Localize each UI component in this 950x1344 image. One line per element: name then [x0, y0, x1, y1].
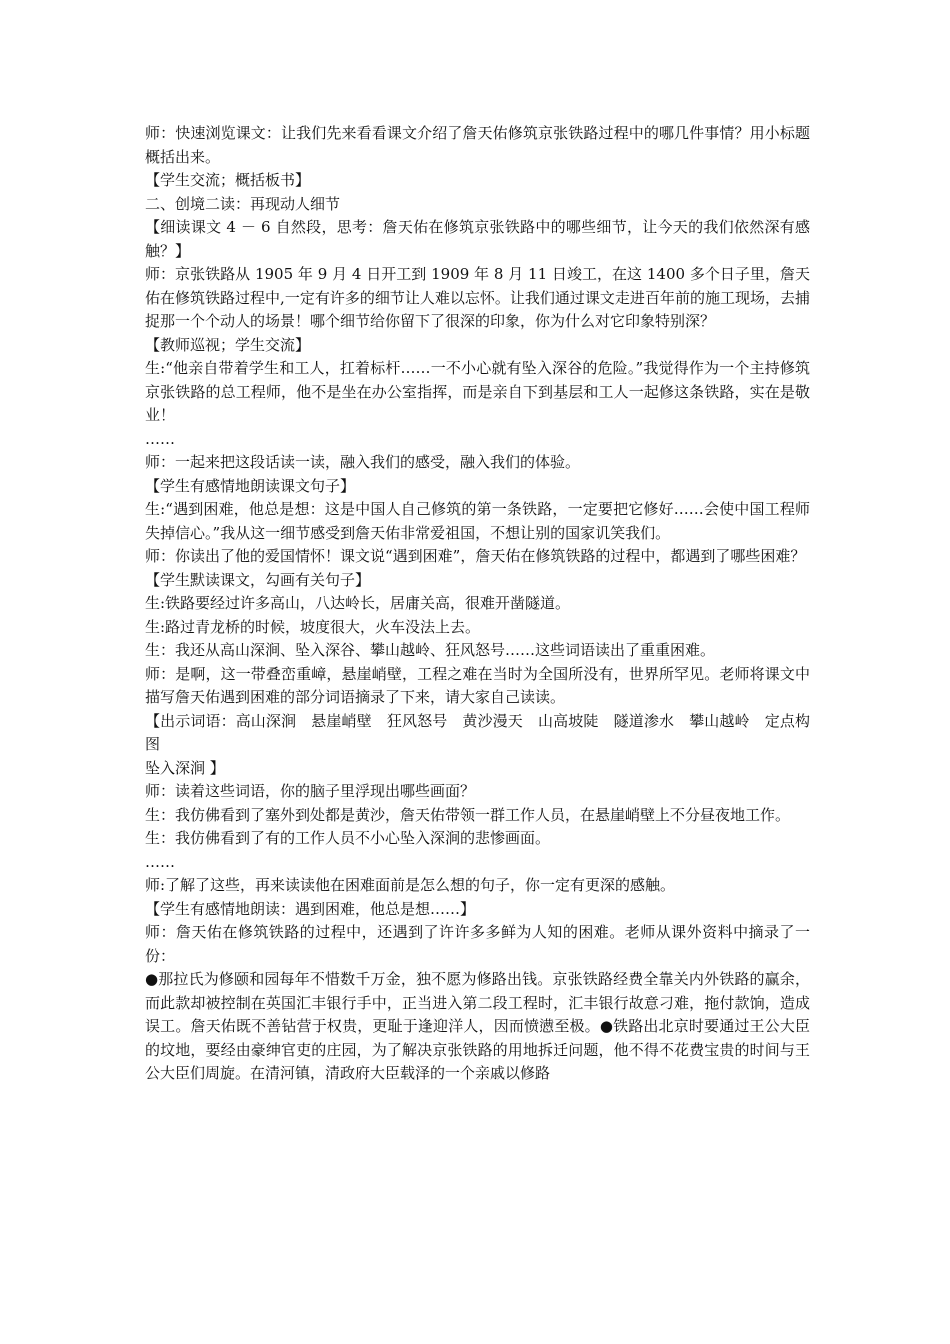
paragraph-student-answer-4: 生:路过青龙桥的时候，坡度很大，火车没法上去。: [145, 617, 481, 636]
paragraph-student-exchange: 【学生交流；概括板书】: [145, 171, 311, 189]
paragraph-student-answer-3: 生:铁路要经过许多高山，八达岭长，居庸关高，很难开凿隧道。: [145, 594, 571, 612]
paragraph-teacher-extra-material: 师：詹天佑在修筑铁路的过程中，还遇到了许许多多鲜为人知的困难。老师从课外资料中摘录了一份：: [145, 923, 810, 965]
paragraph-teacher-reread: 师:了解了这些，再来读读他在困难面前是怎么想的句子，你一定有更深的感触。: [145, 876, 676, 894]
paragraph-student-answer-2: 生:“遇到困难，他总是想：这是中国人自己修筑的第一条铁路，一定要把它修好……会使中国工程师失掉信心。”我从这一细节感受到詹天佑非常爱祖国，不想让别的国家讥笑我们。: [145, 500, 810, 542]
ellipsis-2: ……: [145, 852, 175, 871]
paragraph-teacher-intro: 师：京张铁路从 1905 年 9 月 4 日开工到 1909 年 8 月 11 日竣工，在这 1400 多个日子里，詹天佑在修筑铁路过程中,一定有许多的细节让人难以忘怀。让我们通过课文走进百年前的施工现场，去捕捉那一个个动人的场景！哪个细节给你留下了很深的印象，你为什么对它印象特别深？: [145, 265, 810, 330]
paragraph-skim-question: 师：快速浏览课文：让我们先来看看课文介绍了詹天佑修筑京张铁路过程中的哪几件事情？用小标题概括出来。: [145, 124, 810, 166]
paragraph-teacher-patrol: 【教师巡视；学生交流】: [145, 335, 311, 354]
paragraph-word-list-end: 坠入深涧 】: [145, 758, 225, 777]
paragraph-student-answer-5: 生：我还从高山深涧、坠入深谷、攀山越岭、狂风怒号……这些词语读出了重重困难。: [145, 641, 716, 659]
paragraph-student-answer-6: 生：我仿佛看到了塞外到处都是黄沙，詹天佑带领一群工作人员，在悬崖峭壁上不分昼夜地工作。: [145, 805, 791, 824]
paragraph-silent-reading: 【学生默读课文，勾画有关句子】: [145, 570, 371, 589]
paragraph-teacher-words: 师：是啊，这一带叠峦重嶂，悬崖峭壁，工程之难在当时为全国所没有，世界所罕见。老师将课文中描写詹天佑遇到困难的部分词语摘录了下来，请大家自己读读。: [145, 664, 810, 706]
ellipsis-1: ……: [145, 429, 175, 448]
paragraph-close-reading-task: 【细读课文 4 － 6 自然段，思考：詹天佑在修筑京张铁路中的哪些细节，让今天的我们依然深有感触？】: [145, 218, 810, 260]
paragraph-teacher-read-together: 师：一起来把这段话读一读，融入我们的感受，融入我们的体验。: [145, 453, 581, 471]
paragraph-student-answer-7: 生：我仿佛看到了有的工作人员不小心坠入深涧的悲惨画面。: [145, 829, 551, 847]
paragraph-read-aloud-2: 【学生有感情地朗读：遇到困难，他总是想……】: [145, 899, 476, 918]
document-body: [145, 122, 810, 1086]
paragraph-word-list: 【出示词语：高山深涧 悬崖峭壁 狂风怒号 黄沙漫天 山高坡陡 隧道渗水 攀山越岭 定点构图: [145, 711, 810, 753]
section-heading-second-reading: 二、创境二读：再现动人细节: [145, 194, 341, 213]
paragraph-read-aloud-1: 【学生有感情地朗读课文句子】: [145, 476, 356, 495]
paragraph-student-answer-1: 生:“他亲自带着学生和工人，扛着标杆……一不小心就有坠入深谷的危险。”我觉得作为一个主持修筑京张铁路的总工程师，他不是坐在办公室指挥，而是亲自下到基层和工人一起修这条铁路，实在是敬业！: [145, 359, 810, 424]
paragraph-historical-excerpt: ●那拉氏为修颐和园每年不惜数千万金，独不愿为修路出钱。京张铁路经费全靠关内外铁路的赢余，而此款却被控制在英国汇丰银行手中，正当进入第二段工程时，汇丰银行故意刁难，拖付款饷，造成误工。詹天佑既不善钻营于权贵，更耻于逢迎洋人，因而愤懑至极。●铁路出北京时要通过王公大臣的坟地，要经由豪绅官吏的庄园，为了解决京张铁路的用地拆迁问题，他不得不花费宝贵的时间与王公大臣们周旋。在清河镇，清政府大臣载泽的一个亲戚以修路: [145, 970, 810, 1082]
paragraph-teacher-imagery: 师：读着这些词语，你的脑子里浮现出哪些画面？: [145, 782, 476, 800]
paragraph-teacher-difficulties: 师：你读出了他的爱国情怀！课文说“遇到困难”，詹天佑在修筑铁路的过程中，都遇到了哪些困难？: [145, 547, 806, 565]
